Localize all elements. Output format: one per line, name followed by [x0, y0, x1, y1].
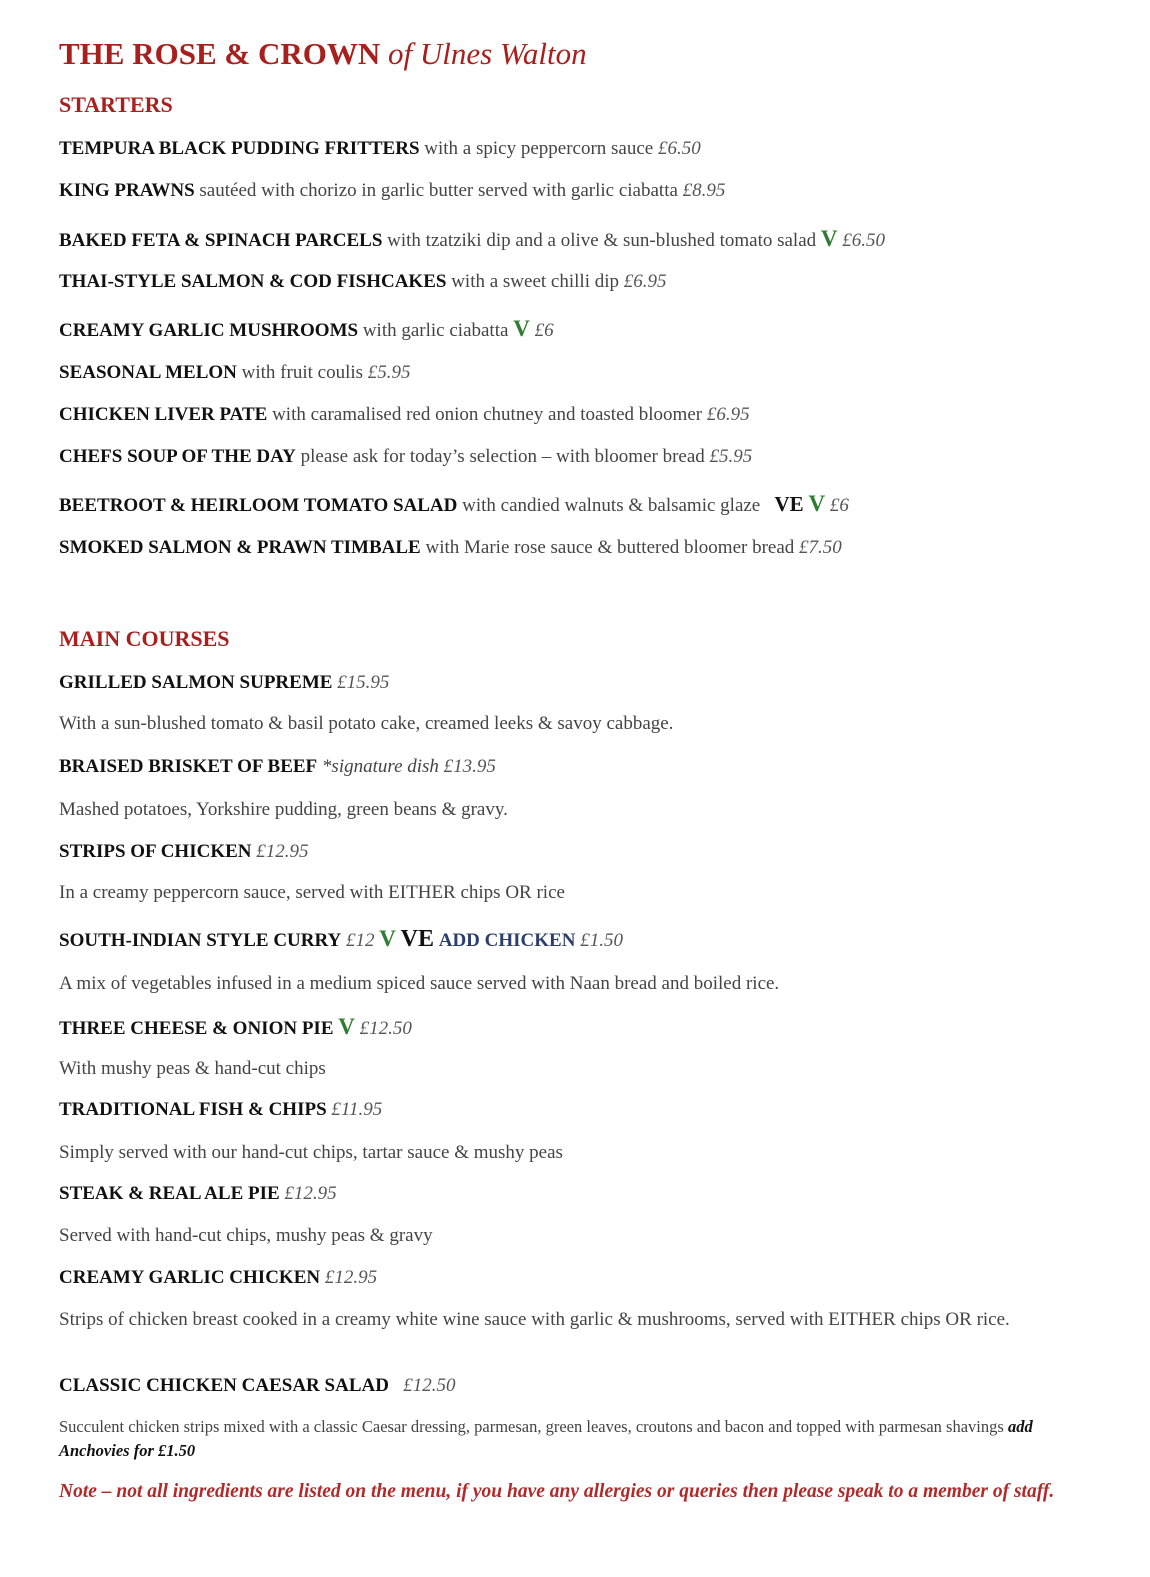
item-price: £5.95 — [367, 362, 411, 383]
starter-item — [59, 362, 411, 384]
item-price: £8.95 — [682, 180, 726, 201]
item-price: £7.50 — [799, 537, 842, 558]
item-price: £6.95 — [623, 271, 667, 292]
item-desc: with tzatziki dip and a olive & sun-blushed tomato salad — [387, 230, 817, 251]
item-price: £6.50 — [842, 230, 886, 251]
starter-item — [59, 180, 725, 202]
item-desc: In a creamy peppercorn sauce, served with EITHER chips OR rice — [59, 882, 565, 903]
vegetarian-badge: V — [808, 491, 826, 516]
starter-item — [59, 404, 750, 426]
addon-price: £1.50 — [580, 930, 623, 951]
item-desc-block — [59, 1415, 1079, 1463]
main-item — [59, 926, 623, 953]
item-price: £12.95 — [324, 1267, 378, 1288]
item-name: GRILLED SALMON SUPREME — [59, 672, 333, 693]
item-name: SEASONAL MELON — [59, 362, 237, 383]
main-item — [59, 841, 309, 863]
item-desc: with Marie rose sauce & buttered bloomer bread — [425, 537, 795, 558]
item-price: £5.95 — [709, 446, 753, 467]
item-desc: Strips of chicken breast cooked in a creamy white wine sauce with garlic & mushrooms, served with EITHER chips OR rice. — [59, 1309, 1010, 1330]
item-desc: With mushy peas & hand-cut chips — [59, 1058, 326, 1079]
item-price: £12.95 — [256, 841, 309, 862]
item-price: £12.95 — [284, 1183, 337, 1204]
item-desc: with fruit coulis — [241, 362, 364, 383]
item-desc: please ask for today’s selection – with bloomer bread — [300, 446, 705, 467]
item-desc: Succulent chicken strips mixed with a classic Caesar dressing, parmesan, green leaves, croutons and bacon and topped with parmesan shavings — [59, 1417, 1004, 1436]
item-name: THAI-STYLE SALMON & COD FISHCAKES — [59, 271, 447, 292]
item-name: STRIPS OF CHICKEN — [59, 841, 252, 862]
starters-heading: STARTERS — [59, 92, 173, 117]
vegetarian-badge: V — [379, 926, 396, 951]
vegan-badge: VE — [774, 492, 804, 516]
item-name: CREAMY GARLIC CHICKEN — [59, 1267, 321, 1288]
main-item — [59, 1099, 382, 1121]
item-desc: Served with hand-cut chips, mushy peas & gravy — [59, 1225, 433, 1246]
item-price: £12.50 — [359, 1018, 412, 1039]
item-desc: with a sweet chilli dip — [451, 271, 620, 292]
item-name: TEMPURA BLACK PUDDING FRITTERS — [59, 138, 420, 159]
item-name: TRADITIONAL FISH & CHIPS — [59, 1099, 327, 1120]
item-price: £11.95 — [331, 1099, 383, 1120]
item-name: CREAMY GARLIC MUSHROOMS — [59, 320, 359, 341]
vegetarian-badge: V — [338, 1014, 355, 1039]
mains-heading: MAIN COURSES — [59, 626, 230, 651]
item-desc: With a sun-blushed tomato & basil potato cake, creamed leeks & savoy cabbage. — [59, 713, 674, 734]
item-desc: Mashed potatoes, Yorkshire pudding, green beans & gravy. — [59, 799, 508, 820]
restaurant-title — [59, 36, 587, 72]
item-desc: with a spicy peppercorn sauce — [424, 138, 654, 159]
main-item — [59, 1267, 377, 1289]
main-item — [59, 672, 389, 694]
item-desc: A mix of vegetables infused in a medium spiced sauce served with Naan bread and boiled rice. — [59, 973, 780, 994]
item-name: BAKED FETA & SPINACH PARCELS — [59, 230, 383, 251]
addon-label: ADD CHICKEN — [438, 930, 576, 951]
item-name: KING PRAWNS — [59, 180, 195, 201]
starter-item — [59, 537, 842, 559]
item-name: BRAISED BRISKET OF BEEF — [59, 756, 318, 777]
main-item — [59, 1375, 455, 1397]
item-price: £6 — [534, 320, 554, 341]
item-desc: with garlic ciabatta — [362, 320, 509, 341]
restaurant-name: THE ROSE & CROWN — [59, 36, 381, 71]
item-price: £12 — [346, 930, 375, 951]
main-item — [59, 1183, 337, 1205]
main-item — [59, 756, 496, 778]
starter-item — [59, 491, 849, 517]
anchovies-addon: add Anchovies for £1.50 — [59, 1417, 1033, 1460]
item-price: £6.95 — [706, 404, 750, 425]
starter-item — [59, 226, 885, 252]
item-name: THREE CHEESE & ONION PIE — [59, 1018, 334, 1039]
item-desc: with caramalised red onion chutney and toasted bloomer — [272, 404, 703, 425]
item-price: £12.50 — [403, 1375, 456, 1396]
vegetarian-badge: V — [820, 226, 838, 251]
starter-item — [59, 271, 667, 293]
allergy-note: Note – not all ingredients are listed on the menu, if you have any allergies or queries then please speak to a member of staff. — [59, 1481, 1055, 1502]
item-name: CHEFS SOUP OF THE DAY — [59, 446, 296, 467]
item-name: SMOKED SALMON & PRAWN TIMBALE — [59, 537, 421, 558]
item-desc: sautéed with chorizo in garlic butter served with garlic ciabatta — [199, 180, 678, 201]
item-price: £15.95 — [337, 672, 390, 693]
item-name: CLASSIC CHICKEN CAESAR SALAD — [59, 1375, 389, 1396]
item-desc: Simply served with our hand-cut chips, tartar sauce & mushy peas — [59, 1142, 563, 1163]
item-name: SOUTH-INDIAN STYLE CURRY — [59, 930, 342, 951]
starter-item — [59, 138, 701, 160]
item-name: STEAK & REAL ALE PIE — [59, 1183, 280, 1204]
starter-item — [59, 316, 554, 342]
vegetarian-badge: V — [513, 316, 530, 341]
signature-note: *signature dish — [321, 756, 439, 777]
restaurant-location: of Ulnes Walton — [387, 36, 587, 71]
vegan-badge: VE — [400, 926, 434, 952]
item-price: £13.95 — [443, 756, 496, 777]
item-price: £6.50 — [657, 138, 701, 159]
item-price: £6 — [829, 495, 849, 516]
starter-item — [59, 446, 752, 468]
item-name: BEETROOT & HEIRLOOM TOMATO SALAD — [59, 495, 458, 516]
item-name: CHICKEN LIVER PATE — [59, 404, 268, 425]
item-desc: with candied walnuts & balsamic glaze — [462, 495, 761, 516]
main-item — [59, 1014, 412, 1040]
